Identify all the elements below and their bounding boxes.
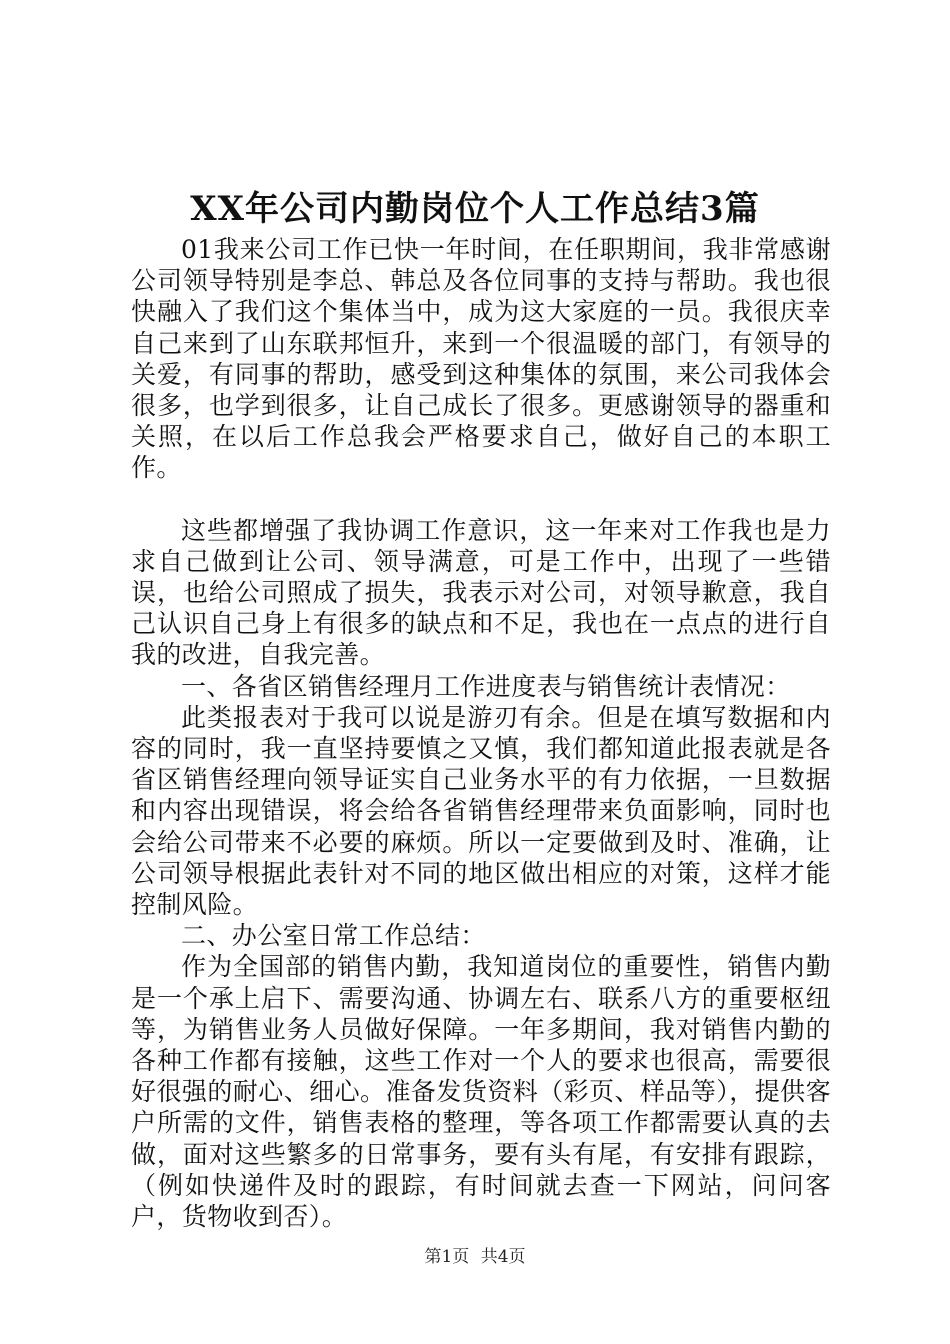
paragraph-reports: 此类报表对于我可以说是游刃有余。但是在填写数据和内容的同时，我一直坚持要慎之又慎，我们都知道此报表就是各省区销售经理向领导证实自己业务水平的有力依据，一旦数据和内容出现错误，将会给各省销售经理带来负面影响，同时也会给公司带来不必要的麻烦。所以一定要做到及时、准确，让公司领导根据此表针对不同的地区做出相应的对策，这样才能控制风险。 [131,702,831,920]
section-heading-reports: 一、各省区销售经理月工作进度表与销售统计表情况： [181,671,791,701]
paragraph-improvement: 这些都增强了我协调工作意识，这一年来对工作我也是力求自己做到让公司、领导满意，可是工作中，出现了一些错误，也给公司照成了损失，我表示对公司，对领导歉意，我自己认识自己身上有很多的缺点和不足，我也在一点点的进行自我的改进，自我完善。 [131,515,831,670]
page-number-footer: 第1页 共4页 [424,1247,526,1267]
document-body [131,234,831,1232]
paragraph-office: 作为全国部的销售内勤，我知道岗位的重要性，销售内勤是一个承上启下、需要沟通、协调左右、联系八方的重要枢纽等，为销售业务人员做好保障。一年多期间，我对销售内勤的各种工作都有接触，这些工作对一个人的要求也很高，需要很好很强的耐心、细心。准备发货资料（彩页、样品等），提供客户所需的文件，销售表格的整理，等各项工作都需要认真的去做，面对这些繁多的日常事务，要有头有尾，有安排有跟踪，（例如快递件及时的跟踪，有时间就去查一下网站，问问客户，货物收到否）。 [131,952,831,1232]
document-title: XX年公司内勤岗位个人工作总结3篇 [190,189,760,229]
section-heading-office: 二、办公室日常工作总结： [181,921,486,951]
paragraph-intro: 01我来公司工作已快一年时间，在任职期间，我非常感谢公司领导特别是李总、韩总及各位同事的支持与帮助。我也很快融入了我们这个集体当中，成为这大家庭的一员。我很庆幸自己来到了山东联邦恒升，来到一个很温暖的部门，有领导的关爱，有同事的帮助，感受到这种集体的氛围，来公司我体会很多，也学到很多，让自己成长了很多。更感谢领导的器重和关照，在以后工作总我会严格要求自己，做好自己的本职工作。 [131,235,831,483]
